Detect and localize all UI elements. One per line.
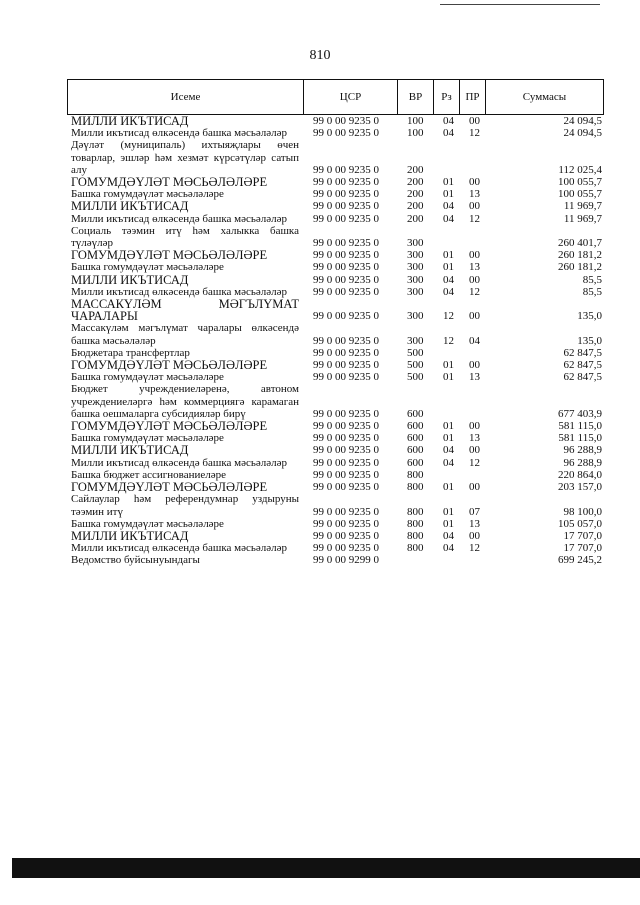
row-name: Массакүләм мәгълүмат чаралары өлкәсендә башка мәсьәләләр bbox=[71, 322, 299, 347]
row-pr: 00 bbox=[469, 529, 480, 542]
row-rz: 04 bbox=[443, 273, 454, 286]
row-code: 99 0 00 9235 0 bbox=[313, 310, 379, 323]
row-rz: 01 bbox=[443, 432, 454, 445]
row-rz: 01 bbox=[443, 261, 454, 274]
row-vr: 800 bbox=[407, 517, 424, 530]
row-vr: 500 bbox=[407, 346, 424, 359]
top-edge-rule bbox=[440, 4, 600, 5]
table-row bbox=[67, 493, 603, 517]
row-rz: 01 bbox=[443, 359, 454, 372]
row-code: 99 0 00 9235 0 bbox=[313, 176, 379, 189]
row-name: Милли икътисад өлкәсендә башка мәсьәләләр bbox=[71, 127, 287, 140]
scan-bottom-border bbox=[12, 858, 640, 878]
row-sum: 62 847,5 bbox=[563, 346, 602, 359]
row-rz: 01 bbox=[443, 176, 454, 189]
row-vr: 800 bbox=[407, 505, 424, 518]
table-row bbox=[67, 225, 603, 249]
row-pr: 13 bbox=[469, 371, 480, 384]
row-name: Бюджет учреждениеләренә, автоном учреждениеләргә һәм коммерциягә карамаган башка оешмаларга субсидияләр бирү bbox=[71, 383, 299, 420]
row-name: Башка гомумдәүләт мәсьәләләре bbox=[71, 188, 224, 201]
row-code: 99 0 00 9235 0 bbox=[313, 529, 379, 542]
row-vr: 600 bbox=[407, 456, 424, 469]
row-vr: 600 bbox=[407, 407, 424, 420]
row-sum: 220 864,0 bbox=[558, 468, 602, 481]
row-name: Милли икътисад өлкәсендә башка мәсьәләләр bbox=[71, 542, 287, 555]
row-name: МИЛЛИ ИКЪТИСАД bbox=[71, 272, 189, 287]
row-sum: 85,5 bbox=[582, 285, 602, 298]
row-rz: 04 bbox=[443, 127, 454, 140]
row-sum: 135,0 bbox=[577, 334, 602, 347]
table-row bbox=[67, 457, 603, 469]
row-sum: 260 181,2 bbox=[558, 249, 602, 262]
row-sum: 100 055,7 bbox=[558, 188, 602, 201]
table-row bbox=[67, 383, 603, 420]
row-rz: 01 bbox=[443, 249, 454, 262]
row-name: ГОМУМДӘҮЛӘТ МӘСЬӘЛӘЛӘРЕ bbox=[71, 248, 268, 263]
row-code: 99 0 00 9235 0 bbox=[313, 200, 379, 213]
row-name: ГОМУМДӘҮЛӘТ МӘСЬӘЛӘЛӘРЕ bbox=[71, 419, 268, 434]
row-rz: 04 bbox=[443, 115, 454, 127]
row-name: Башка гомумдәүләт мәсьәләләре bbox=[71, 432, 224, 445]
row-pr: 00 bbox=[469, 273, 480, 286]
table-row bbox=[67, 274, 603, 286]
row-code: 99 0 00 9235 0 bbox=[313, 542, 379, 555]
row-name: Башка бюджет ассигнованиеләре bbox=[71, 468, 226, 481]
row-rz: 04 bbox=[443, 542, 454, 555]
table-row bbox=[67, 127, 603, 139]
row-sum: 100 055,7 bbox=[558, 176, 602, 189]
row-code: 99 0 00 9235 0 bbox=[313, 334, 379, 347]
row-code: 99 0 00 9235 0 bbox=[313, 188, 379, 201]
row-pr: 00 bbox=[469, 481, 480, 494]
table-row bbox=[67, 213, 603, 225]
header-vr: ВР bbox=[398, 80, 434, 115]
header-sum: Суммасы bbox=[486, 80, 604, 115]
table-row bbox=[67, 261, 603, 273]
row-name: МИЛЛИ ИКЪТИСАД bbox=[71, 528, 189, 543]
table-row bbox=[67, 176, 603, 188]
table-header bbox=[67, 79, 604, 115]
row-code: 99 0 00 9235 0 bbox=[313, 249, 379, 262]
header-rz: Рз bbox=[434, 80, 460, 115]
row-vr: 300 bbox=[407, 249, 424, 262]
row-code: 99 0 00 9235 0 bbox=[313, 468, 379, 481]
row-vr: 200 bbox=[407, 188, 424, 201]
row-code: 99 0 00 9235 0 bbox=[313, 261, 379, 274]
row-vr: 800 bbox=[407, 468, 424, 481]
row-code: 99 0 00 9235 0 bbox=[313, 273, 379, 286]
row-sum: 581 115,0 bbox=[558, 420, 602, 433]
row-vr: 600 bbox=[407, 444, 424, 457]
row-rz: 01 bbox=[443, 420, 454, 433]
row-sum: 17 707,0 bbox=[563, 529, 602, 542]
row-sum: 11 969,7 bbox=[563, 200, 602, 213]
row-code: 99 0 00 9299 0 bbox=[313, 554, 379, 567]
row-name: МИЛЛИ ИКЪТИСАД bbox=[71, 199, 189, 214]
row-name: Милли икътисад өлкәсендә башка мәсьәләләр bbox=[71, 285, 287, 298]
header-code: ЦСР bbox=[304, 80, 398, 115]
row-sum: 677 403,9 bbox=[558, 407, 602, 420]
row-sum: 260 401,7 bbox=[558, 237, 602, 250]
row-sum: 62 847,5 bbox=[563, 371, 602, 384]
row-vr: 300 bbox=[407, 273, 424, 286]
row-rz: 04 bbox=[443, 212, 454, 225]
row-rz: 01 bbox=[443, 188, 454, 201]
row-code: 99 0 00 9235 0 bbox=[313, 371, 379, 384]
row-sum: 98 100,0 bbox=[563, 505, 602, 518]
row-pr: 13 bbox=[469, 517, 480, 530]
row-sum: 96 288,9 bbox=[563, 444, 602, 457]
row-vr: 200 bbox=[407, 200, 424, 213]
row-rz: 04 bbox=[443, 200, 454, 213]
row-vr: 800 bbox=[407, 529, 424, 542]
table-row bbox=[67, 298, 603, 322]
row-name: МИЛЛИ ИКЪТИСАД bbox=[71, 114, 189, 128]
row-pr: 13 bbox=[469, 261, 480, 274]
row-pr: 00 bbox=[469, 444, 480, 457]
row-name: МИЛЛИ ИКЪТИСАД bbox=[71, 443, 189, 458]
row-vr: 600 bbox=[407, 420, 424, 433]
row-rz: 04 bbox=[443, 456, 454, 469]
row-code: 99 0 00 9235 0 bbox=[313, 346, 379, 359]
row-pr: 00 bbox=[469, 115, 480, 127]
table-row bbox=[67, 530, 603, 542]
row-vr: 300 bbox=[407, 310, 424, 323]
row-rz: 04 bbox=[443, 285, 454, 298]
row-name: ГОМУМДӘҮЛӘТ МӘСЬӘЛӘЛӘРЕ bbox=[71, 175, 268, 190]
row-sum: 62 847,5 bbox=[563, 359, 602, 372]
row-sum: 203 157,0 bbox=[558, 481, 602, 494]
row-name: Социаль тәэмин итү һәм халыкка башка түләүләр bbox=[71, 224, 299, 250]
row-pr: 00 bbox=[469, 420, 480, 433]
row-vr: 200 bbox=[407, 163, 424, 176]
row-pr: 00 bbox=[469, 249, 480, 262]
row-sum: 581 115,0 bbox=[558, 432, 602, 445]
row-sum: 135,0 bbox=[577, 310, 602, 323]
row-sum: 24 094,5 bbox=[563, 127, 602, 140]
row-pr: 12 bbox=[469, 456, 480, 469]
row-rz: 01 bbox=[443, 517, 454, 530]
row-vr: 300 bbox=[407, 237, 424, 250]
row-code: 99 0 00 9235 0 bbox=[313, 127, 379, 140]
row-pr: 00 bbox=[469, 176, 480, 189]
row-name: Башка гомумдәүләт мәсьәләләре bbox=[71, 261, 224, 274]
row-code: 99 0 00 9235 0 bbox=[313, 163, 379, 176]
row-vr: 800 bbox=[407, 542, 424, 555]
row-rz: 04 bbox=[443, 444, 454, 457]
budget-table-body bbox=[67, 115, 603, 567]
row-name: Башка гомумдәүләт мәсьәләләре bbox=[71, 371, 224, 384]
table-row bbox=[67, 139, 603, 176]
table-row bbox=[67, 444, 603, 456]
row-rz: 01 bbox=[443, 481, 454, 494]
row-rz: 01 bbox=[443, 371, 454, 384]
table-row bbox=[67, 322, 603, 346]
row-code: 99 0 00 9235 0 bbox=[313, 481, 379, 494]
row-sum: 112 025,4 bbox=[558, 163, 602, 176]
row-code: 99 0 00 9235 0 bbox=[313, 212, 379, 225]
row-name: Дәүләт (муниципаль) ихтыяҗлары өчен товарлар, эшләр һәм хезмәт күрсәтүләр сатып алу bbox=[71, 139, 299, 176]
row-name: Башка гомумдәүләт мәсьәләләре bbox=[71, 517, 224, 530]
row-code: 99 0 00 9235 0 bbox=[313, 237, 379, 250]
row-vr: 300 bbox=[407, 285, 424, 298]
row-code: 99 0 00 9235 0 bbox=[313, 115, 379, 127]
row-vr: 200 bbox=[407, 212, 424, 225]
row-code: 99 0 00 9235 0 bbox=[313, 432, 379, 445]
row-pr: 00 bbox=[469, 310, 480, 323]
table-row bbox=[67, 359, 603, 371]
row-rz: 12 bbox=[443, 334, 454, 347]
row-pr: 07 bbox=[469, 505, 480, 518]
table-row bbox=[67, 481, 603, 493]
row-code: 99 0 00 9235 0 bbox=[313, 359, 379, 372]
row-code: 99 0 00 9235 0 bbox=[313, 420, 379, 433]
row-pr: 00 bbox=[469, 200, 480, 213]
row-vr: 600 bbox=[407, 432, 424, 445]
table-row bbox=[67, 371, 603, 383]
row-sum: 85,5 bbox=[582, 273, 602, 286]
row-sum: 96 288,9 bbox=[563, 456, 602, 469]
table-row bbox=[67, 115, 603, 127]
row-sum: 260 181,2 bbox=[558, 261, 602, 274]
row-name: Милли икътисад өлкәсендә башка мәсьәләләр bbox=[71, 456, 287, 469]
row-pr: 12 bbox=[469, 285, 480, 298]
row-vr: 800 bbox=[407, 481, 424, 494]
row-vr: 500 bbox=[407, 359, 424, 372]
row-code: 99 0 00 9235 0 bbox=[313, 505, 379, 518]
row-code: 99 0 00 9235 0 bbox=[313, 407, 379, 420]
row-pr: 12 bbox=[469, 127, 480, 140]
row-code: 99 0 00 9235 0 bbox=[313, 285, 379, 298]
row-sum: 11 969,7 bbox=[563, 212, 602, 225]
row-pr: 13 bbox=[469, 188, 480, 201]
row-vr: 100 bbox=[407, 127, 424, 140]
row-pr: 00 bbox=[469, 359, 480, 372]
table-row bbox=[67, 420, 603, 432]
row-vr: 200 bbox=[407, 176, 424, 189]
row-name: ГОМУМДӘҮЛӘТ МӘСЬӘЛӘЛӘРЕ bbox=[71, 358, 268, 373]
table-row bbox=[67, 200, 603, 212]
row-pr: 12 bbox=[469, 542, 480, 555]
table-row bbox=[67, 542, 603, 554]
row-name: Милли икътисад өлкәсендә башка мәсьәләләр bbox=[71, 212, 287, 225]
row-vr: 100 bbox=[407, 115, 424, 127]
header-name: Исеме bbox=[68, 80, 304, 115]
row-name: Ведомство буйсынуындагы bbox=[71, 554, 200, 567]
header-pr: ПР bbox=[460, 80, 486, 115]
table-row bbox=[67, 554, 603, 566]
row-rz: 01 bbox=[443, 505, 454, 518]
row-vr: 500 bbox=[407, 371, 424, 384]
row-sum: 105 057,0 bbox=[558, 517, 602, 530]
row-name: Сайлаулар һәм референдумнар уздыруны тәэмин итү bbox=[71, 493, 299, 518]
row-name: ГОМУМДӘҮЛӘТ МӘСЬӘЛӘЛӘРЕ bbox=[71, 480, 268, 495]
row-rz: 12 bbox=[443, 310, 454, 323]
row-code: 99 0 00 9235 0 bbox=[313, 444, 379, 457]
row-sum: 24 094,5 bbox=[563, 115, 602, 127]
row-rz: 04 bbox=[443, 529, 454, 542]
row-name: Бюджетара трансфертлар bbox=[71, 346, 190, 359]
row-pr: 12 bbox=[469, 212, 480, 225]
row-sum: 17 707,0 bbox=[563, 542, 602, 555]
page-number: 810 bbox=[309, 48, 331, 63]
row-pr: 13 bbox=[469, 432, 480, 445]
row-sum: 699 245,2 bbox=[558, 554, 602, 567]
row-vr: 300 bbox=[407, 334, 424, 347]
row-vr: 300 bbox=[407, 261, 424, 274]
row-name: МАССАКҮЛӘМ МӘГЪЛҮМАТ ЧАРАЛАРЫ bbox=[71, 297, 299, 324]
table-row bbox=[67, 249, 603, 261]
row-code: 99 0 00 9235 0 bbox=[313, 456, 379, 469]
row-pr: 04 bbox=[469, 334, 480, 347]
row-code: 99 0 00 9235 0 bbox=[313, 517, 379, 530]
